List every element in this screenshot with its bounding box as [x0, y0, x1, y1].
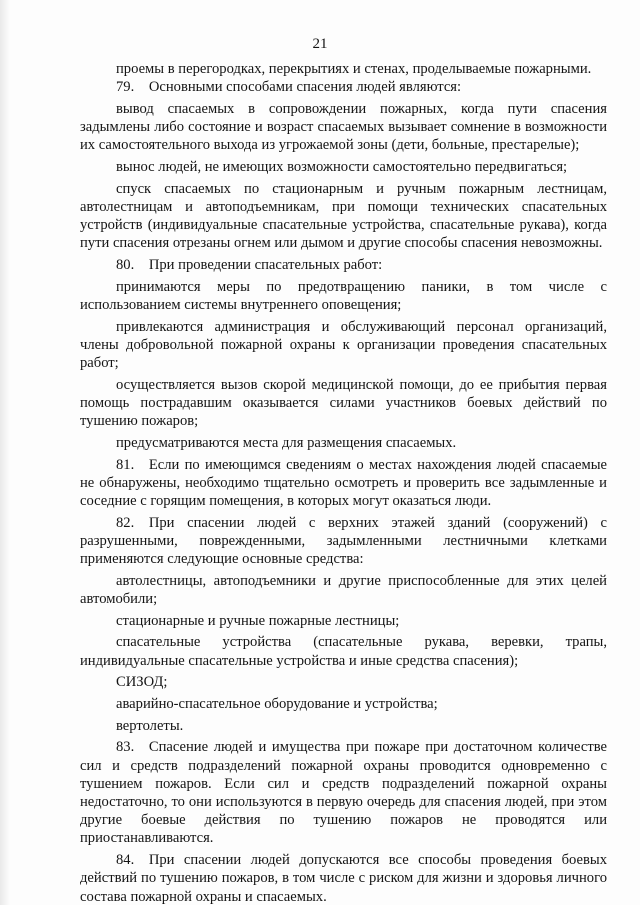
paragraph-82-item-5: аварийно-спасательное оборудование и устройства; — [116, 696, 438, 712]
paragraph-79-item-2: вынос людей, не имеющих возможности самостоятельно передвигаться; — [116, 159, 568, 176]
paragraph-81: 81. Если по имеющимся сведениям о местах нахождения людей спасаемые не обнаружены, необходимо тщательно осмотреть и проверить все задымленные и соседние с горящим помещения, в которых могут оказаться люди. — [80, 456, 607, 509]
paragraph-80-item-4: предусматриваются места для размещения спасаемых. — [116, 434, 457, 451]
paragraph-82: 82. При спасении людей с верхних этажей зданий (сооружений) с разрушенными, поврежденными, задымленными лестничными клетками применяются следующие основные средства: — [80, 514, 607, 568]
page-number: 21 — [312, 36, 328, 52]
document-body — [80, 60, 607, 906]
scan-edge — [0, 0, 10, 905]
paragraph-80-item-1: принимаются меры по предотвращению паники, в том числе с использованием системы внутреннего оповещения; — [80, 278, 607, 313]
paragraph-80: 80. При проведении спасательных работ: — [116, 257, 383, 274]
paragraph-79-item-3: спуск спасаемых по стационарным и ручным пожарным лестницам, автолестницам и автоподъемникам, при помощи технических спасательных устройств (индивидуальные спасательные устройства, спасательные рукава), когда пути спасения отрезаны огнем или дымом и другие способы спасения невозможны. — [80, 180, 607, 252]
paragraph-82-item-6: вертолеты. — [116, 717, 184, 734]
paragraph-79-item-1: вывод спасаемых в сопровождении пожарных, когда пути спасения задымлены либо состояние и возраст спасаемых вызывает сомнение в возможности их самостоятельного выхода из угрожаемой зоны (дети, больные, престарелые); — [80, 100, 607, 154]
paragraph-80-item-2: привлекаются администрация и обслуживающий персонал организаций, члены добровольной пожарной охраны к организации проведения спасательных работ; — [80, 318, 607, 372]
paragraph-continuation: проемы в перегородках, перекрытиях и стенах, проделываемые пожарными. — [116, 61, 592, 77]
paragraph-82-item-2: стационарные и ручные пожарные лестницы; — [116, 612, 400, 629]
paragraph-84: 84. При спасении людей допускаются все способы проведения боевых действий по тушению пожаров, в том числе с риском для жизни и здоровья личного состава пожарной охраны и спасаемых. — [80, 852, 607, 905]
paragraph-82-item-1: автолестницы, автоподъемники и другие приспособленные для этих целей автомобили; — [80, 572, 607, 607]
paragraph-82-item-3: спасательные устройства (спасательные рукава, веревки, трапы, индивидуальные спасательные устройства и иные средства спасения); — [80, 634, 607, 669]
paragraph-82-item-4: СИЗОД; — [116, 674, 168, 691]
paragraph-80-item-3: осуществляется вызов скорой медицинской помощи, до ее прибытия первая помощь пострадавшим оказывается силами участников боевых действий по тушению пожаров; — [80, 376, 607, 430]
paragraph-79: 79. Основными способами спасения людей являются: — [116, 79, 462, 96]
paragraph-83: 83. Спасение людей и имущества при пожаре при достаточном количестве сил и средств подразделений пожарной охраны проводится одновременно с тушением пожаров. Если сил и средств подразделений пожарной охраны недостаточно, то они используются в первую очередь для спасения людей, при этом другие боевые действия по тушению пожаров не проводятся или приостанавливаются. — [80, 739, 607, 847]
